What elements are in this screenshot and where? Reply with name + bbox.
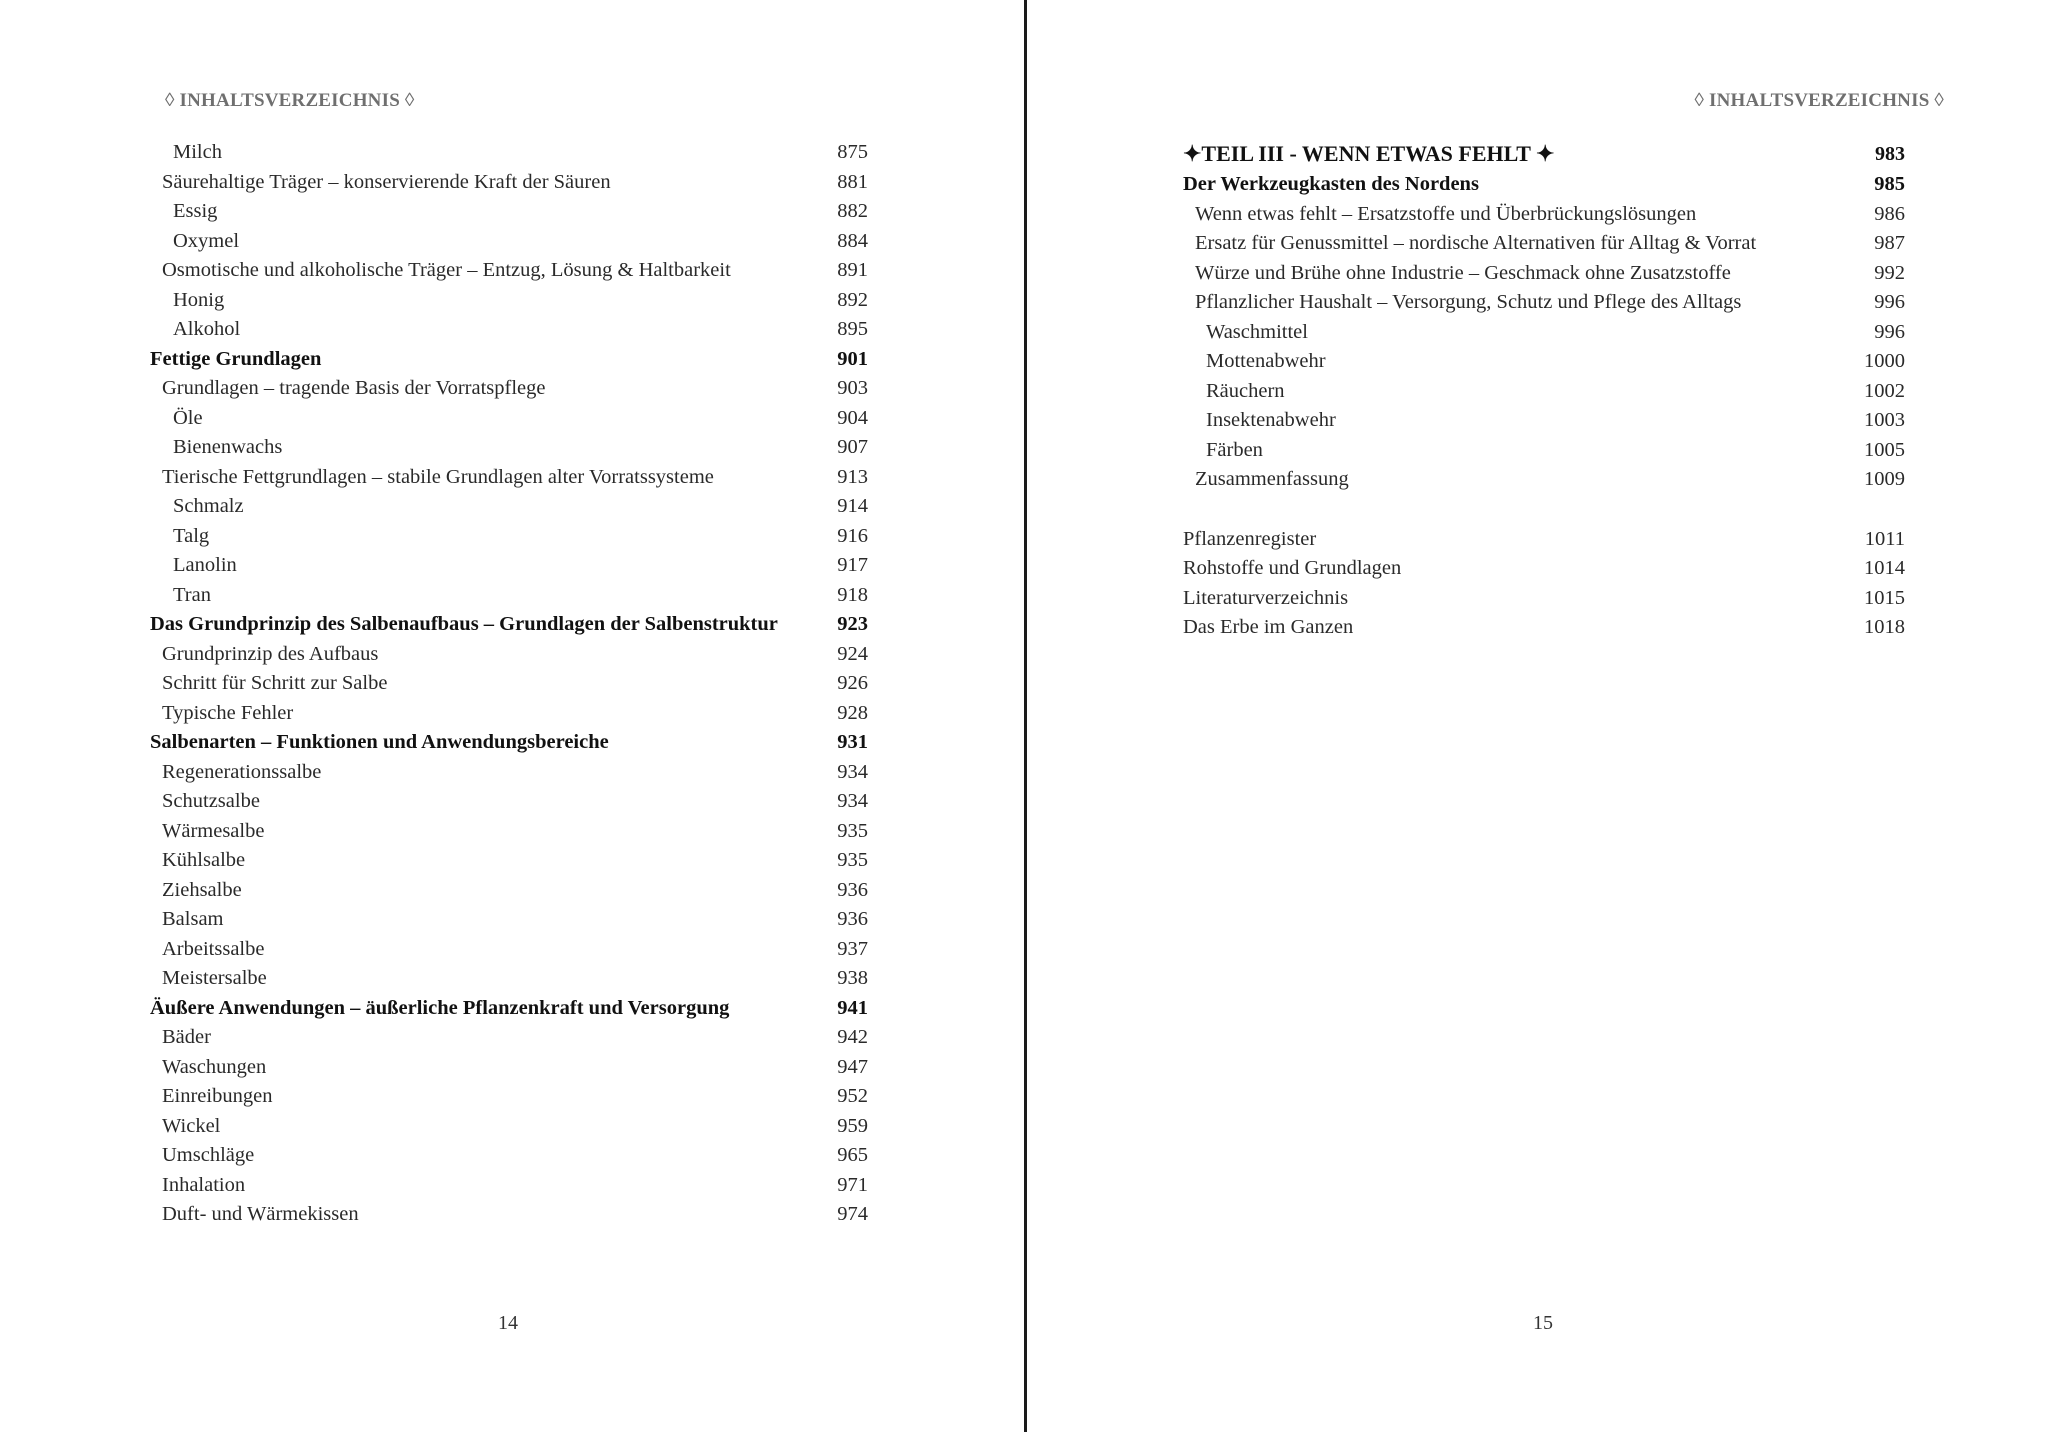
toc-entry[interactable] (150, 227, 868, 257)
toc-entry[interactable] (150, 758, 868, 788)
toc-entry-page: 934 (837, 790, 868, 812)
toc-entry-page: 903 (837, 377, 868, 399)
page-number: 14 (498, 1312, 518, 1334)
toc-entry[interactable] (150, 964, 868, 994)
toc-entry[interactable] (1183, 613, 1905, 643)
toc-entry-page: 907 (837, 436, 868, 458)
toc-entry-title: Kühlsalbe (162, 849, 246, 871)
toc-entry[interactable] (150, 669, 868, 699)
toc-entry-page: 934 (837, 760, 868, 783)
toc-entry[interactable] (150, 846, 868, 876)
toc-entry-page: 935 (837, 849, 868, 871)
toc-entry-title: Waschungen (162, 1055, 267, 1078)
toc-entry-page: 1000 (1864, 350, 1905, 372)
toc-entry[interactable] (150, 1082, 868, 1112)
toc-entry[interactable] (150, 581, 868, 611)
toc-entry-page: 947 (837, 1055, 868, 1078)
toc-entry[interactable] (150, 640, 868, 670)
toc-entry[interactable] (150, 905, 868, 935)
toc-entry-page: 965 (837, 1144, 868, 1166)
toc-entry-page: 992 (1874, 261, 1905, 284)
toc-entry[interactable] (1183, 465, 1905, 495)
toc-entry-title: ✦TEIL III - WENN ETWAS FEHLT ✦ (1183, 141, 1555, 166)
toc-entry[interactable] (150, 876, 868, 906)
toc-entry[interactable] (150, 1053, 868, 1083)
toc-entry-title: Zusammenfassung (1195, 468, 1349, 490)
toc-entry[interactable] (150, 433, 868, 463)
toc-entry-title: Osmotische und alkoholische Träger – Entzug, Lösung & Haltbarkeit (162, 259, 731, 281)
toc-chapter-entry[interactable] (150, 610, 868, 640)
toc-entry[interactable] (1183, 436, 1905, 466)
toc-entry[interactable] (150, 699, 868, 729)
toc-entry-page: 1011 (1864, 527, 1905, 550)
toc-section-gap (1183, 495, 1905, 525)
toc-entry-page: 901 (837, 347, 868, 370)
toc-entry-title: Säurehaltige Träger – konservierende Kraft der Säuren (162, 170, 611, 193)
toc-entry-title: Ziehsalbe (162, 878, 242, 901)
toc-entry-page: 959 (837, 1114, 868, 1137)
toc-entry-page: 882 (837, 200, 868, 222)
toc-entry-page: 926 (837, 672, 868, 694)
book-spine-divider (1024, 0, 1027, 1432)
toc-entry-page: 942 (837, 1026, 868, 1048)
toc-entry-page: 1002 (1864, 379, 1905, 402)
toc-entry-page: 1014 (1864, 557, 1905, 579)
toc-entry-title: Insektenabwehr (1206, 409, 1336, 431)
toc-entry-title: Honig (173, 288, 225, 311)
toc-entry[interactable] (150, 1141, 868, 1171)
toc-entry-page: 923 (837, 613, 868, 635)
toc-entry-page: 875 (837, 141, 868, 163)
toc-entry-title: Talg (173, 524, 210, 547)
toc-entry-title: Balsam (162, 908, 224, 930)
toc-entry[interactable] (150, 404, 868, 434)
toc-entry-page: 895 (837, 318, 868, 340)
toc-entry-title: Schutzsalbe (162, 790, 260, 812)
toc-entry[interactable] (150, 522, 868, 552)
toc-entry-title: Tierische Fettgrundlagen – stabile Grundlagen alter Vorratssysteme (162, 465, 714, 488)
toc-entry[interactable] (150, 197, 868, 227)
toc-entry-title: Das Grundprinzip des Salbenaufbaus – Grundlagen der Salbenstruktur (150, 613, 778, 635)
toc-entry-page: 931 (837, 731, 868, 753)
toc-entry[interactable] (150, 492, 868, 522)
toc-entry-page: 913 (837, 465, 868, 488)
toc-entry-page: 881 (837, 170, 868, 193)
running-header: ◊ INHALTSVERZEICHNIS ◊ (1694, 90, 1944, 111)
toc-entry-title: Wärmesalbe (162, 819, 265, 842)
toc-entry[interactable] (1183, 525, 1905, 555)
toc-entry[interactable] (150, 374, 868, 404)
toc-entry[interactable] (150, 168, 868, 198)
toc-entry[interactable] (150, 1171, 868, 1201)
toc-entry-title: Räuchern (1206, 379, 1285, 402)
toc-entry-page: 884 (837, 229, 868, 252)
toc-entry[interactable] (150, 256, 868, 286)
toc-entry-title: Meistersalbe (162, 967, 267, 989)
toc-entry-title: Mottenabwehr (1206, 350, 1326, 372)
toc-entry[interactable] (150, 1112, 868, 1142)
toc-entry-title: Alkohol (173, 318, 241, 340)
toc-entry[interactable] (1183, 377, 1905, 407)
toc-entry[interactable] (1183, 347, 1905, 377)
toc-entry[interactable] (150, 1023, 868, 1053)
toc-entry-title: Arbeitssalbe (162, 937, 265, 960)
toc-entry-title: Grundprinzip des Aufbaus (162, 642, 379, 665)
toc-entry-title: Öle (173, 406, 203, 429)
toc-entry[interactable] (1183, 288, 1905, 318)
toc-entry-page: 983 (1875, 143, 1905, 165)
toc-entry-page: 924 (837, 642, 868, 665)
toc-entry-title: Umschläge (162, 1144, 255, 1166)
toc-entry-title: Oxymel (173, 229, 240, 252)
toc-entry-page: 914 (837, 495, 868, 517)
toc-list (1183, 138, 1905, 643)
toc-entry-page: 891 (837, 259, 868, 281)
toc-entry-title: Schritt für Schritt zur Salbe (162, 672, 388, 694)
toc-entry-title: Milch (173, 141, 222, 163)
toc-entry[interactable] (1183, 554, 1905, 584)
toc-entry[interactable] (150, 286, 868, 316)
toc-entry-title: Waschmittel (1206, 320, 1308, 343)
toc-entry-title: Duft- und Wärmekissen (162, 1203, 359, 1225)
toc-entry-title: Grundlagen – tragende Basis der Vorratspflege (162, 377, 546, 399)
toc-entry-title: Lanolin (173, 554, 237, 576)
toc-entry[interactable] (150, 315, 868, 345)
toc-entry-page: 986 (1874, 202, 1905, 225)
toc-entry-page: 892 (837, 288, 868, 311)
toc-chapter-entry[interactable] (150, 345, 868, 375)
left-page (0, 0, 1024, 1432)
toc-entry-title: Wenn etwas fehlt – Ersatzstoffe und Überbrückungslösungen (1195, 202, 1697, 225)
toc-entry-title: Regenerationssalbe (162, 760, 322, 783)
toc-entry-page: 935 (837, 819, 868, 842)
toc-entry-page: 1018 (1864, 616, 1905, 638)
toc-entry-title: Pflanzlicher Haushalt – Versorgung, Schutz und Pflege des Alltags (1195, 291, 1742, 313)
toc-entry-page: 996 (1874, 291, 1905, 313)
toc-entry-title: Literaturverzeichnis (1183, 586, 1349, 609)
toc-entry[interactable] (1183, 584, 1905, 614)
toc-chapter-entry[interactable] (1183, 170, 1905, 200)
toc-entry-page: 936 (837, 878, 868, 901)
toc-entry-title: Tran (173, 583, 211, 606)
toc-entry-title: Färben (1206, 438, 1263, 461)
toc-entry[interactable] (150, 817, 868, 847)
toc-entry-title: Bäder (162, 1026, 211, 1048)
toc-entry-page: 985 (1874, 173, 1905, 195)
toc-entry-page: 916 (837, 524, 868, 547)
toc-entry-page: 937 (837, 937, 868, 960)
toc-entry-page: 917 (837, 554, 868, 576)
toc-entry-page: 1003 (1864, 409, 1905, 431)
toc-chapter-entry[interactable] (150, 728, 868, 758)
toc-entry-title: Würze und Brühe ohne Industrie – Geschmack ohne Zusatzstoffe (1195, 261, 1731, 284)
toc-entry-title: Bienenwachs (173, 436, 283, 458)
toc-entry[interactable] (1183, 259, 1905, 289)
toc-entry-page: 1009 (1864, 468, 1905, 490)
toc-entry-title: Das Erbe im Ganzen (1183, 616, 1354, 638)
toc-entry-page: 938 (837, 967, 868, 989)
toc-entry-page: 996 (1874, 320, 1905, 343)
toc-entry-page: 971 (837, 1173, 868, 1196)
toc-entry[interactable] (150, 935, 868, 965)
toc-entry-page: 904 (837, 406, 868, 429)
toc-entry-title: Schmalz (173, 495, 244, 517)
toc-part-heading[interactable] (1183, 138, 1905, 170)
toc-entry-title: Fettige Grundlagen (150, 347, 322, 370)
toc-entry[interactable] (150, 551, 868, 581)
right-page (1028, 0, 2054, 1432)
toc-entry-title: Rohstoffe und Grundlagen (1183, 557, 1402, 579)
toc-entry-title: Essig (173, 200, 218, 222)
toc-entry[interactable] (150, 463, 868, 493)
toc-entry[interactable] (1183, 229, 1905, 259)
toc-entry-page: 936 (837, 908, 868, 930)
toc-list (150, 138, 868, 1230)
toc-entry-page: 928 (837, 701, 868, 724)
toc-entry-title: Äußere Anwendungen – äußerliche Pflanzenkraft und Versorgung (150, 996, 730, 1019)
toc-entry-title: Pflanzenregister (1183, 527, 1317, 550)
toc-entry-page: 952 (837, 1085, 868, 1107)
toc-entry-title: Einreibungen (162, 1085, 273, 1107)
toc-entry-title: Wickel (162, 1114, 221, 1137)
toc-entry[interactable] (150, 138, 868, 168)
toc-entry[interactable] (150, 787, 868, 817)
toc-entry-title: Inhalation (162, 1173, 246, 1196)
toc-entry[interactable] (1183, 200, 1905, 230)
running-header: ◊ INHALTSVERZEICHNIS ◊ (165, 90, 415, 111)
toc-entry-title: Der Werkzeugkasten des Nordens (1183, 173, 1479, 195)
toc-entry-title: Salbenarten – Funktionen und Anwendungsbereiche (150, 731, 609, 753)
toc-entry-page: 1005 (1864, 438, 1905, 461)
toc-entry-page: 1015 (1864, 586, 1905, 609)
toc-entry-title: Ersatz für Genussmittel – nordische Alternativen für Alltag & Vorrat (1195, 232, 1757, 254)
toc-entry[interactable] (150, 1200, 868, 1230)
page-number: 15 (1533, 1312, 1553, 1334)
toc-entry-title: Typische Fehler (162, 701, 294, 724)
toc-chapter-entry[interactable] (150, 994, 868, 1024)
toc-entry[interactable] (1183, 406, 1905, 436)
toc-entry[interactable] (1183, 318, 1905, 348)
toc-entry-page: 941 (837, 996, 868, 1019)
toc-entry-page: 918 (837, 583, 868, 606)
toc-entry-page: 974 (837, 1203, 868, 1225)
toc-entry-page: 987 (1874, 232, 1905, 254)
